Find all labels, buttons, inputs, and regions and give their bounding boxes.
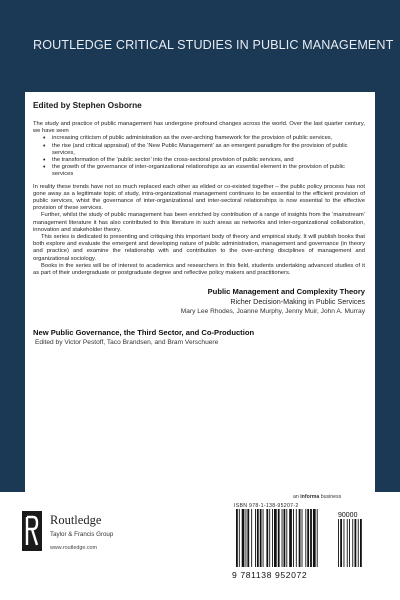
publisher-url[interactable]: www.routledge.com <box>50 545 98 551</box>
addon-bar <box>349 519 350 567</box>
barcode-bar <box>284 509 286 567</box>
barcode-bar <box>299 509 301 567</box>
barcode-bar <box>263 509 264 567</box>
barcode-bar <box>289 509 292 567</box>
barcode-bar <box>317 509 318 567</box>
barcode-bar <box>269 509 270 567</box>
barcode-bar <box>260 509 262 567</box>
barcode-digits: 9 781138 952072 <box>232 570 308 580</box>
series-title: ROUTLEDGE CRITICAL STUDIES IN PUBLIC MANAGEMENT <box>33 38 394 52</box>
barcode-bar <box>310 509 312 567</box>
barcode-bar <box>274 509 277 567</box>
related-book-2 <box>33 328 365 347</box>
barcode-bar <box>296 509 297 567</box>
barcode-bar <box>293 509 294 567</box>
trend-item: • the transformation of the ‘public sector’ into the cross-sectoral provision of public services, and <box>43 157 365 164</box>
barcode-bar <box>272 509 273 567</box>
barcode-bar <box>286 509 287 567</box>
addon-bar <box>347 519 348 567</box>
addon-bar <box>352 519 353 567</box>
addon-bar <box>358 519 359 567</box>
series-band <box>0 0 400 62</box>
barcode-bar <box>307 509 309 567</box>
book-title: Public Management and Complexity Theory <box>207 287 365 297</box>
addon-bar <box>340 519 342 567</box>
barcode-bar <box>255 509 256 567</box>
barcode-bar <box>242 509 245 567</box>
informa-suffix: business <box>320 494 342 500</box>
barcode-bar <box>246 509 247 567</box>
barcode-bar <box>305 509 306 567</box>
publisher-group: Taylor & Francis Group <box>50 531 114 538</box>
addon-bar <box>344 519 345 567</box>
intro-paragraph: The study and practice of public management has undergone profound changes across the world. Over the last quarter century, we have seen <box>33 121 365 135</box>
addon-bar <box>360 519 362 567</box>
body-paragraph: Further, whilst the study of public management has been enriched by contribution of a range of insights from the ‘mainstream’ management literature it has also contributed to this literature in such areas as networks and inter-organizational collaboration, innovation and stakeholder theory. <box>33 212 365 233</box>
trend-item: • increasing criticism of public administration as the over-arching framework for the provision of public services, <box>43 135 365 142</box>
addon-bar <box>338 519 339 567</box>
addon-bar <box>355 519 357 567</box>
barcode-bar <box>282 509 283 567</box>
barcode-icon <box>234 509 370 569</box>
book-title: New Public Governance, the Third Sector, and Co-Production <box>33 328 255 338</box>
barcode-bar <box>239 509 240 567</box>
barcode-bar <box>247 509 249 567</box>
body-paragraph: In reality these trends have not so much replaced each other as elided or co-existed together – the public policy process has not gone away as a legitimate topic of study, intra-organizational management continues to be essential to the efficient provision of public services, whist the governance of inter-organizational and inter-sectoral relationships is now essential to the effective provision of these services. <box>33 183 365 212</box>
body-paragraph: Books in the series will be of interest to academics and researchers in this field, students undertaking advanced studies of it as part of their undergraduate or postgraduate degree and reflective policy makers and practitioners. <box>33 262 365 277</box>
body-paragraph: This series is dedicated to presenting and critiquing this important body of theory and empirical study. It will publish books that both explore and evaluate the emergent and developing nature of public administration, management and governance (in theory and practice) and examine the relationship with and contribution to the over-arching disciplines of management and organizational sociology. <box>33 234 365 262</box>
barcode-bar <box>257 509 259 567</box>
informa-prefix: an <box>293 494 299 500</box>
trend-list <box>43 135 365 178</box>
isbn-number: ISBN 978-1-138-95207-2 <box>234 503 299 509</box>
barcode-bar <box>236 509 238 567</box>
trend-item: • the growth of the governance of inter-organizational relationships as an essential element in the provision of public services <box>43 164 365 178</box>
barcode-bar <box>266 509 268 567</box>
related-books <box>33 287 365 316</box>
book-subtitle: Richer Decision-Making in Public Services <box>230 297 365 307</box>
barcode-bar <box>302 509 303 567</box>
publisher-name: Routledge <box>50 513 102 527</box>
informa-brand: informa <box>300 494 320 500</box>
price-code: 90000 <box>338 512 358 519</box>
book-authors: Edited by Victor Pestoff, Taco Brandsen, and Bram Verschuere <box>35 339 219 347</box>
description-panel <box>25 92 375 492</box>
routledge-logo-icon <box>22 511 42 551</box>
barcode-bar <box>251 509 252 567</box>
barcode-bar <box>278 509 280 567</box>
book-authors: Mary Lee Rhodes, Joanne Murphy, Jenny Muir, John A. Murray <box>180 308 365 316</box>
trend-item: • the rise (and critical appraisal) of the ‘New Public Management’ as an emergent paradigm for the provision of public services, <box>43 143 365 157</box>
series-editor: Edited by Stephen Osborne <box>33 100 142 110</box>
barcode-bar <box>313 509 316 567</box>
